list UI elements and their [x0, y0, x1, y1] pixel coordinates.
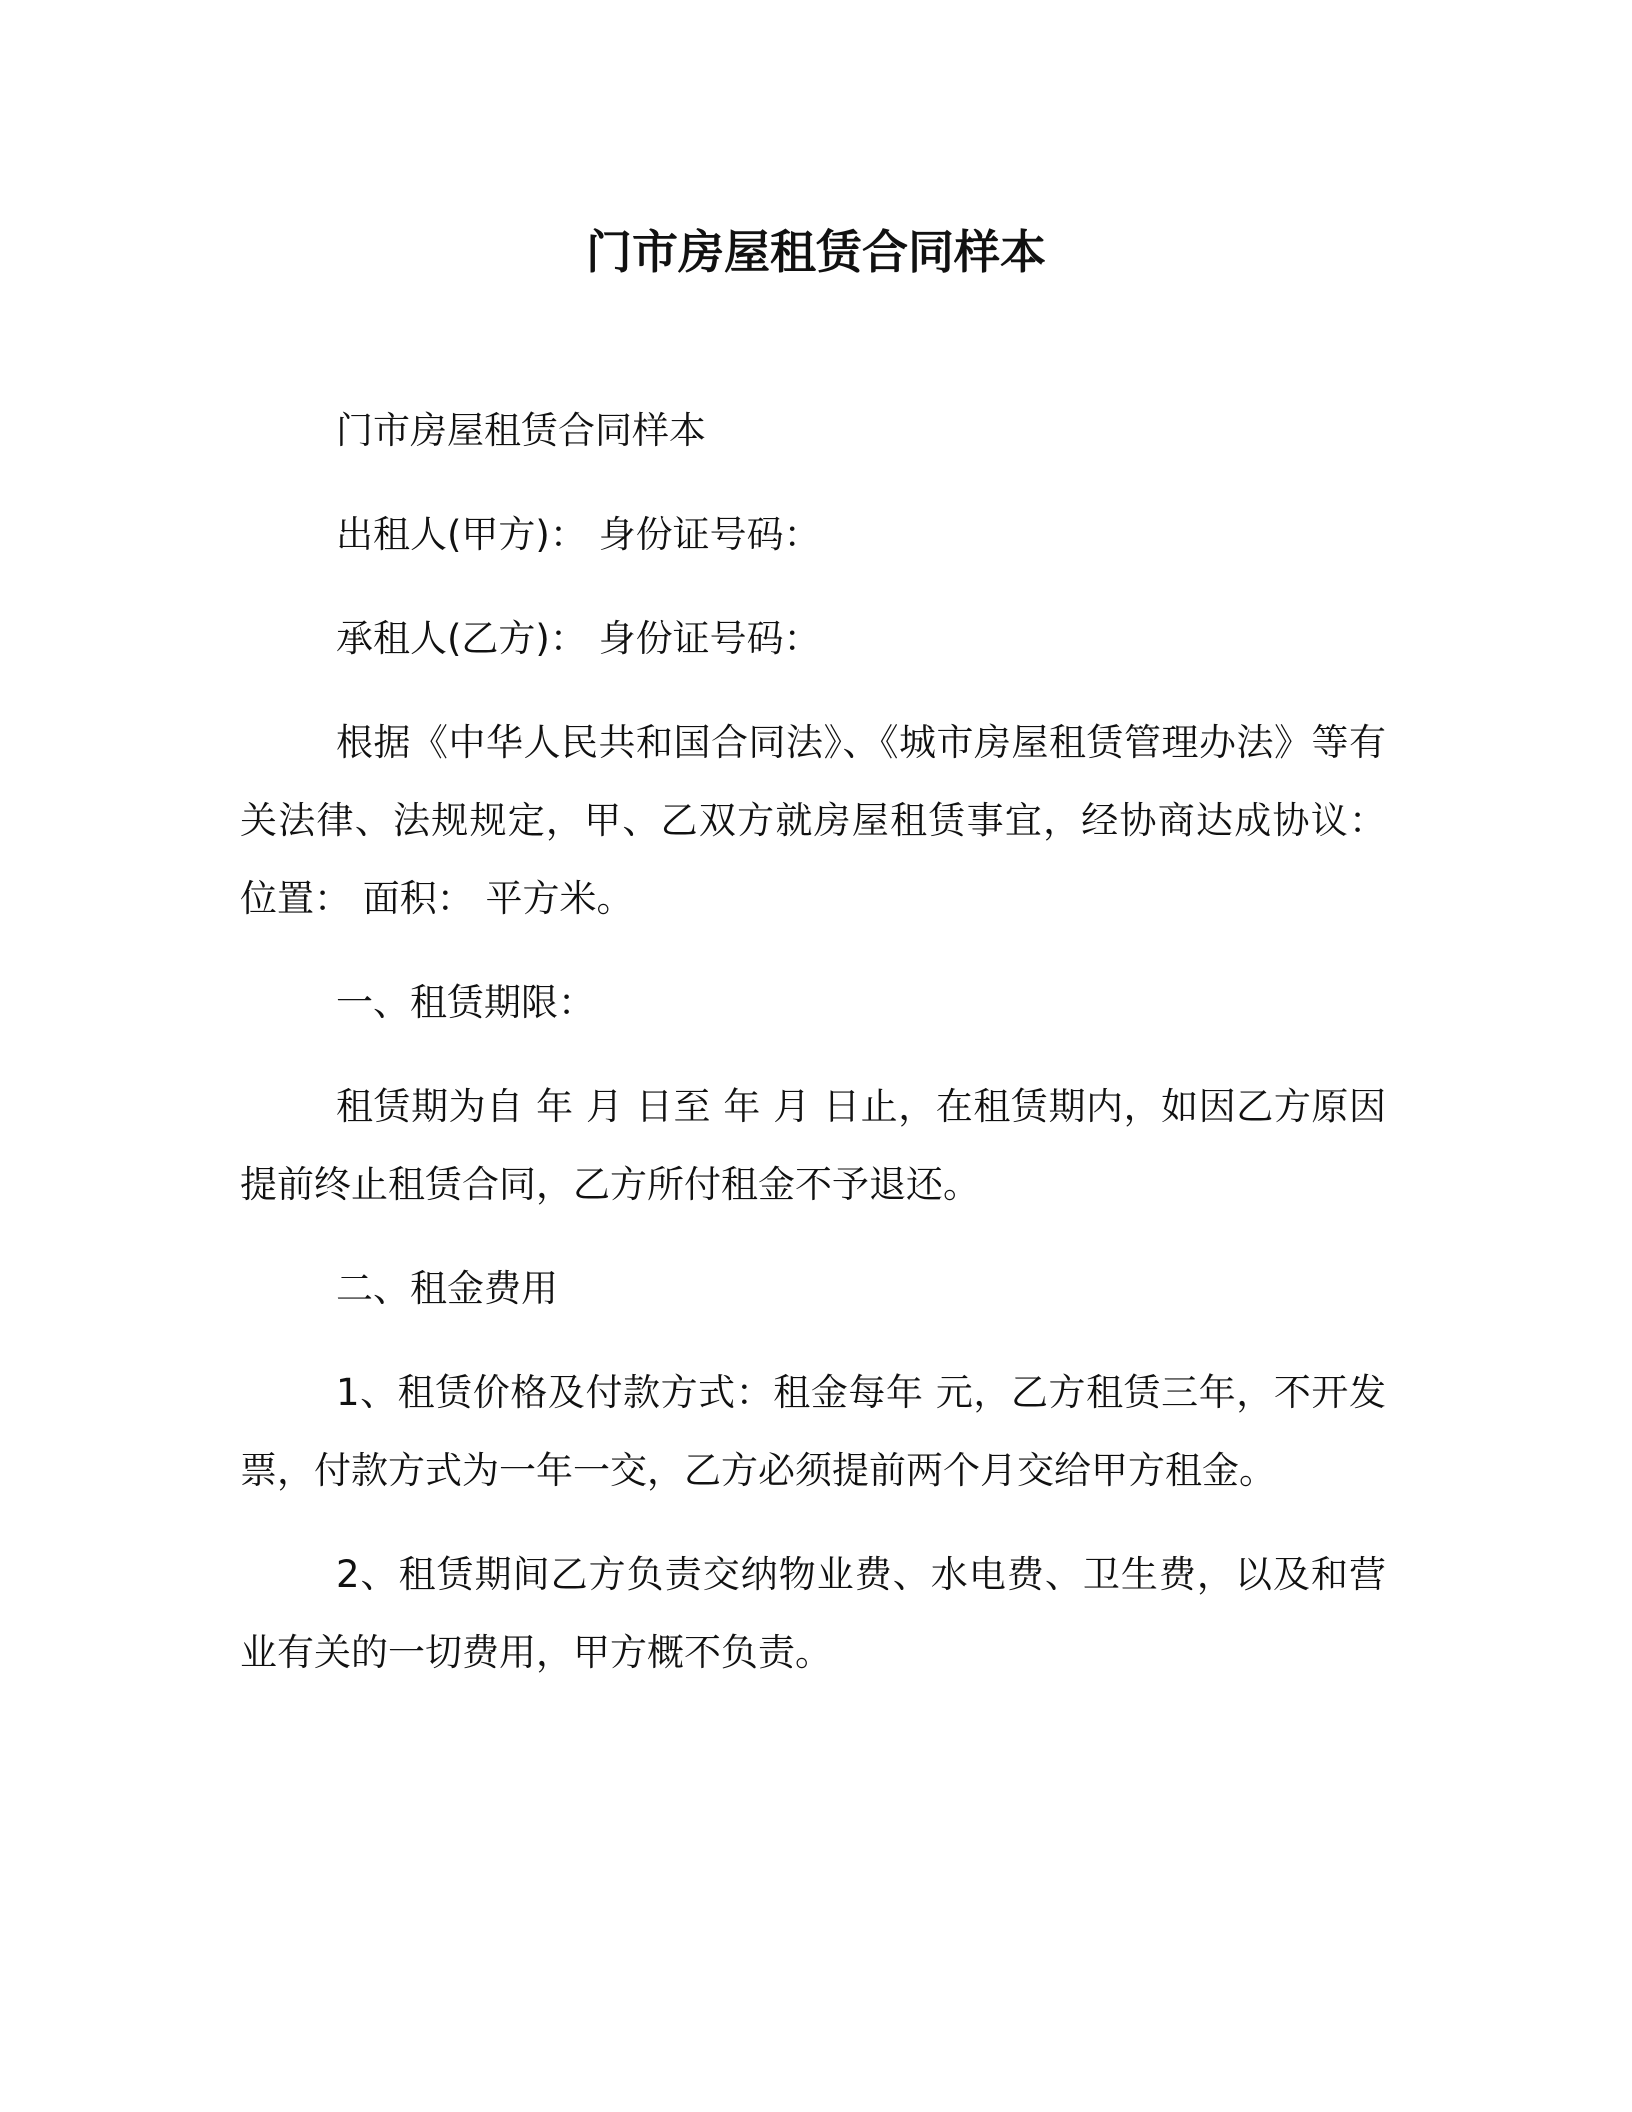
- document-body: [240, 392, 1386, 1718]
- paragraph-section-fees-heading: 二、租金费用: [336, 1267, 558, 1310]
- paragraph-lessee: 承租人(乙方)： 身份证号码：: [336, 617, 821, 660]
- paragraph-section-term-heading: 一、租赁期限：: [336, 981, 595, 1024]
- paragraph-heading-repeat: 门市房屋租赁合同样本: [336, 409, 706, 452]
- paragraph-fees-1: 1、租赁价格及付款方式：租金每年 元，乙方租赁三年，不开发票，付款方式为一年一交，乙方必须提前两个月交给甲方租金。: [240, 1371, 1386, 1492]
- paragraph-lessor: 出租人(甲方)： 身份证号码：: [336, 513, 821, 556]
- paragraph-fees-2: 2、租赁期间乙方负责交纳物业费、水电费、卫生费，以及和营业有关的一切费用，甲方概不负责。: [240, 1553, 1386, 1674]
- paragraph-term-details: 租赁期为自 年 月 日至 年 月 日止，在租赁期内，如因乙方原因提前终止租赁合同，乙方所付租金不予退还。: [240, 1085, 1386, 1206]
- document-title: 门市房屋租赁合同样本: [586, 225, 1046, 279]
- paragraph-basis: 根据《中华人民共和国合同法》、《城市房屋租赁管理办法》等有关法律、法规规定，甲、乙双方就房屋租赁事宜，经协商达成协议：位置： 面积： 平方米。: [240, 721, 1386, 920]
